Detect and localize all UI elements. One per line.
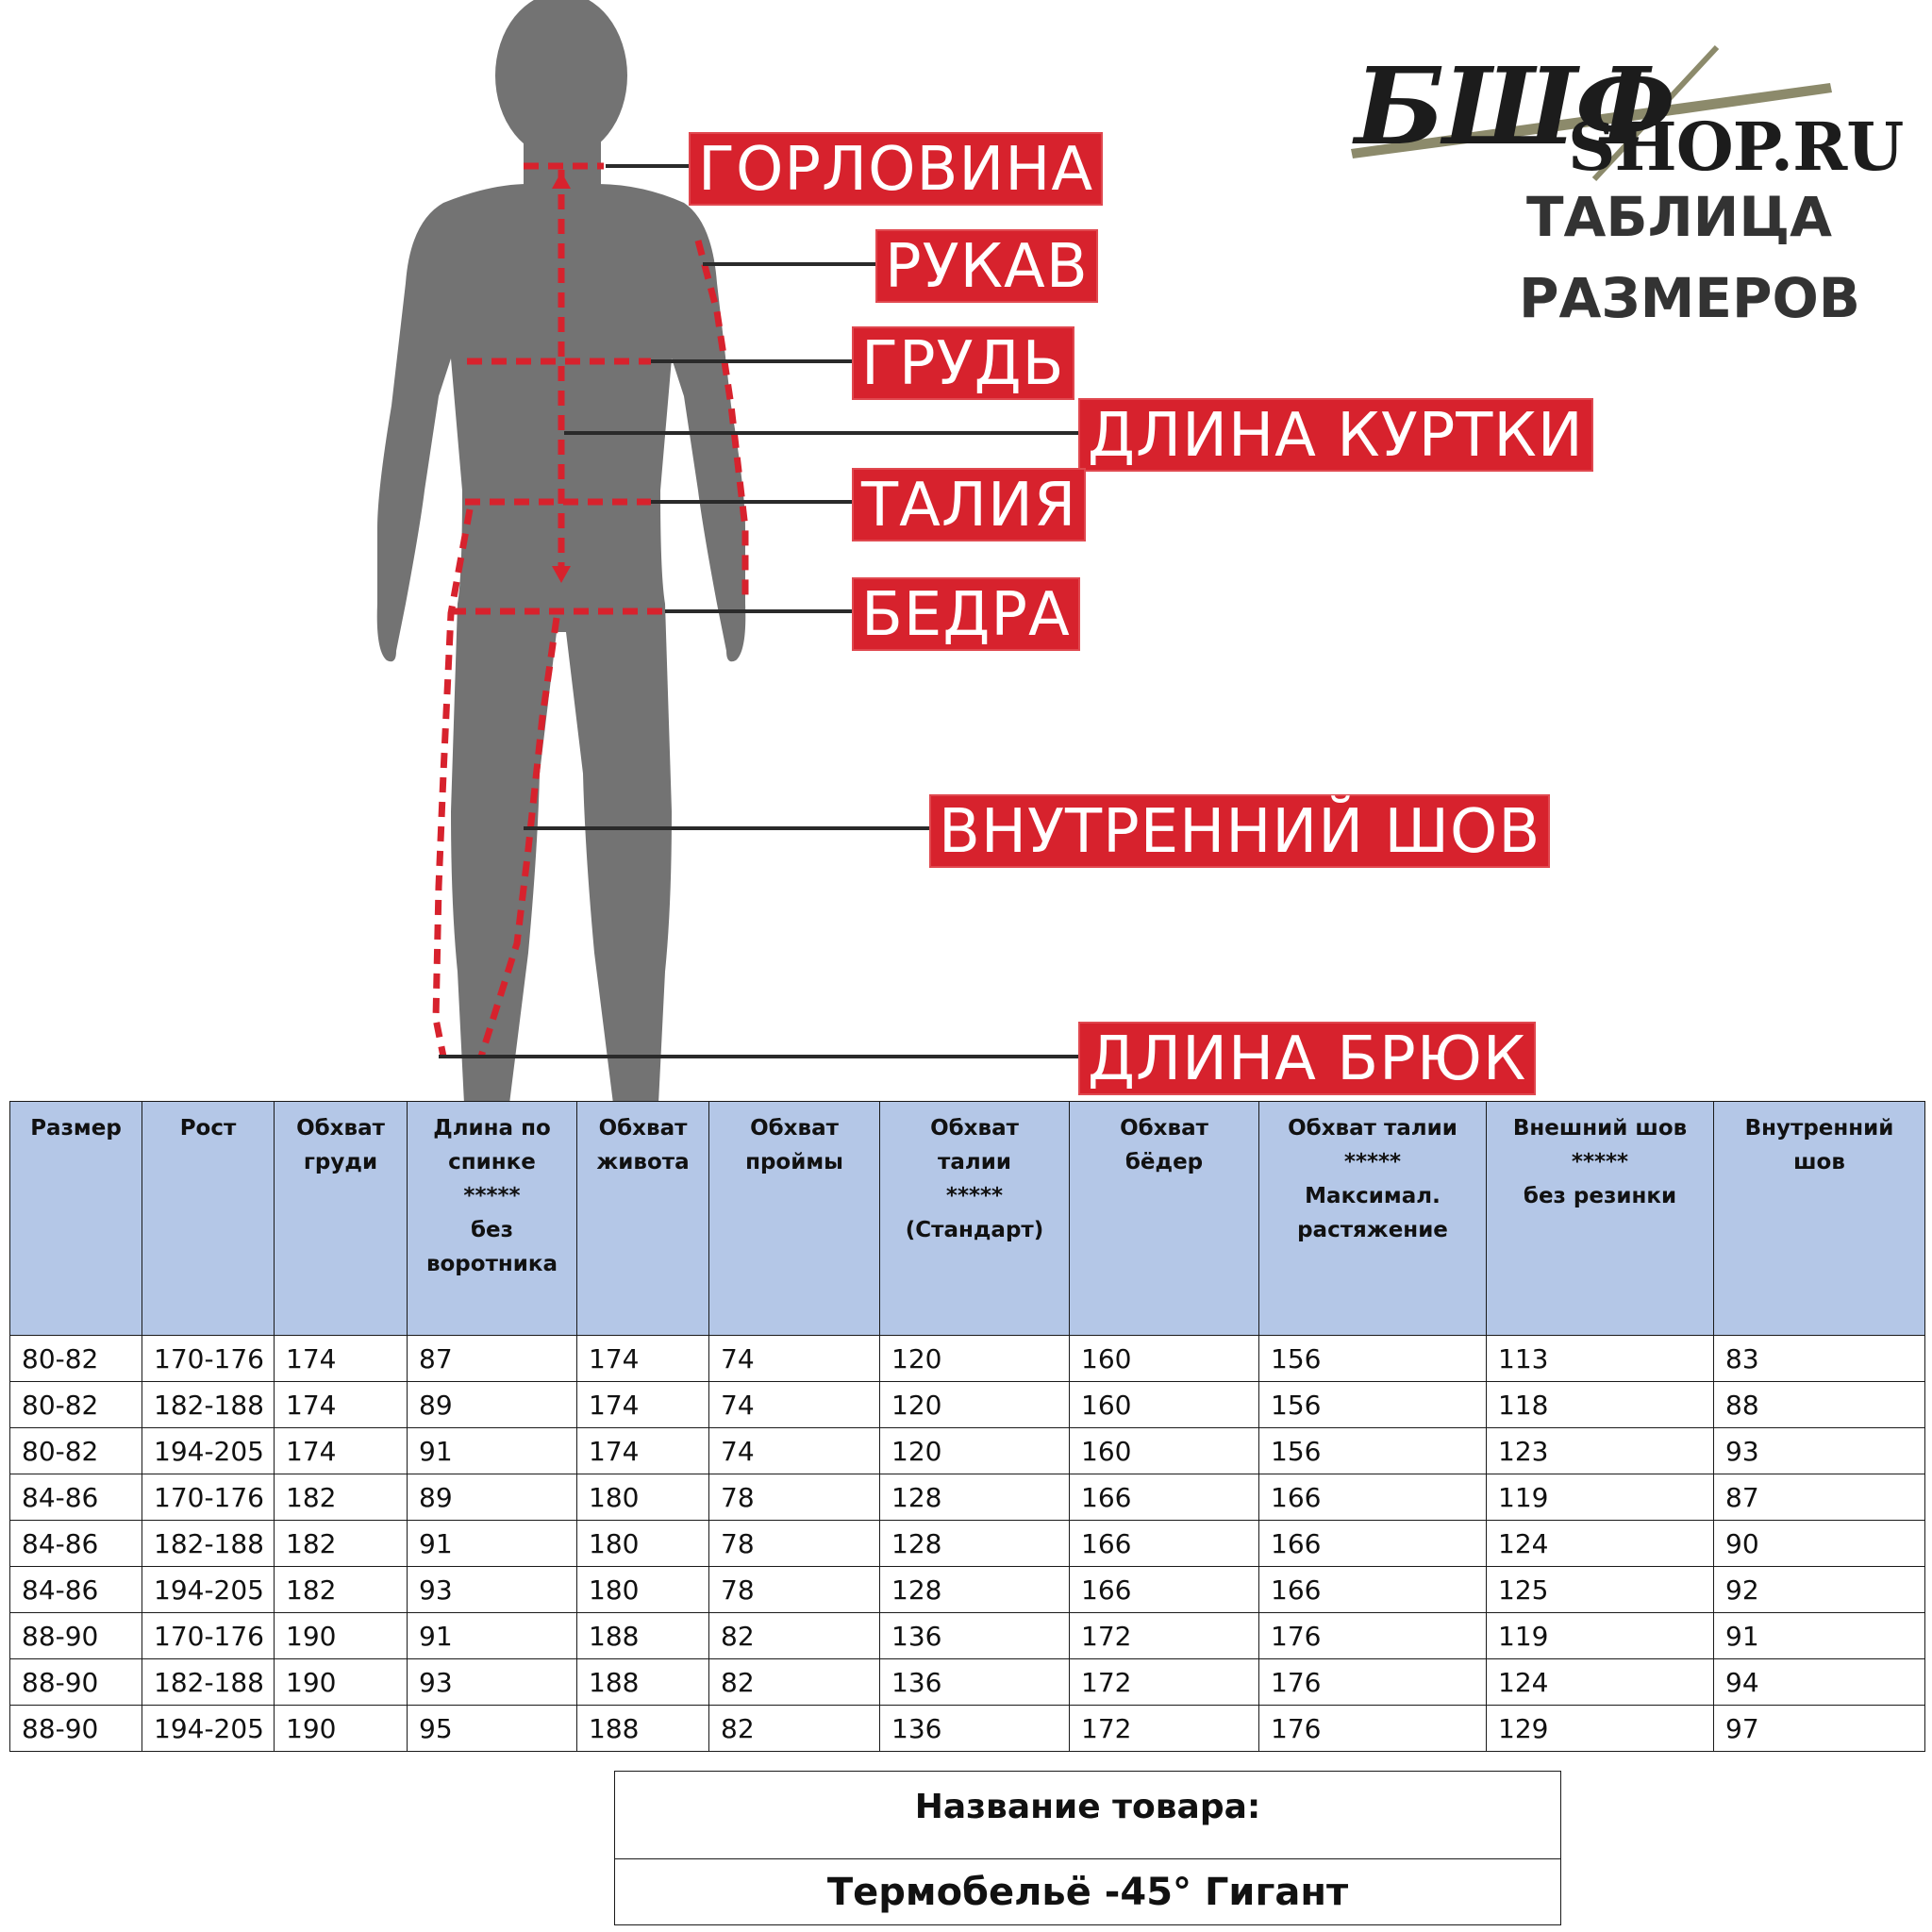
column-header-line: растяжение bbox=[1297, 1218, 1448, 1242]
column-header-line: без bbox=[470, 1218, 514, 1242]
table-cell: 160 bbox=[1070, 1382, 1259, 1428]
table-cell: 182 bbox=[275, 1474, 408, 1521]
table-cell: 128 bbox=[880, 1521, 1070, 1567]
column-header bbox=[10, 1102, 142, 1336]
table-cell: 87 bbox=[408, 1336, 577, 1382]
column-header bbox=[709, 1102, 880, 1336]
table-cell: 172 bbox=[1070, 1706, 1259, 1752]
label-trouser-length: ДЛИНА БРЮК bbox=[1078, 1022, 1536, 1095]
table-cell: 88-90 bbox=[10, 1659, 142, 1706]
table-cell: 82 bbox=[709, 1706, 880, 1752]
column-header bbox=[275, 1102, 408, 1336]
table-row bbox=[10, 1659, 1925, 1706]
table-cell: 89 bbox=[408, 1474, 577, 1521]
table-cell: 166 bbox=[1259, 1567, 1487, 1613]
table-cell: 88-90 bbox=[10, 1706, 142, 1752]
label-hips: БЕДРА bbox=[852, 577, 1080, 651]
table-cell: 97 bbox=[1714, 1706, 1925, 1752]
column-header bbox=[1714, 1102, 1925, 1336]
table-cell: 84-86 bbox=[10, 1474, 142, 1521]
table-cell: 123 bbox=[1487, 1428, 1714, 1474]
table-cell: 93 bbox=[408, 1567, 577, 1613]
column-header-line: Длина по bbox=[433, 1116, 551, 1141]
table-cell: 74 bbox=[709, 1428, 880, 1474]
table-cell: 170-176 bbox=[142, 1474, 275, 1521]
table-cell: 78 bbox=[709, 1521, 880, 1567]
table-cell: 84-86 bbox=[10, 1567, 142, 1613]
table-cell: 170-176 bbox=[142, 1336, 275, 1382]
column-header-line: без резинки bbox=[1523, 1184, 1677, 1208]
table-cell: 82 bbox=[709, 1613, 880, 1659]
table-cell: 194-205 bbox=[142, 1706, 275, 1752]
table-cell: 74 bbox=[709, 1336, 880, 1382]
column-header-line: проймы bbox=[745, 1150, 843, 1174]
table-cell: 124 bbox=[1487, 1659, 1714, 1706]
table-cell: 194-205 bbox=[142, 1428, 275, 1474]
table-cell: 91 bbox=[408, 1521, 577, 1567]
table-cell: 180 bbox=[577, 1521, 709, 1567]
column-header-line: спинке bbox=[448, 1150, 536, 1174]
column-header-line: бёдер bbox=[1124, 1150, 1204, 1174]
column-header-line: Обхват талии bbox=[1288, 1116, 1457, 1141]
column-header-line: воротника bbox=[425, 1252, 558, 1276]
table-cell: 156 bbox=[1259, 1382, 1487, 1428]
table-cell: 176 bbox=[1259, 1613, 1487, 1659]
table-cell: 80-82 bbox=[10, 1336, 142, 1382]
column-header bbox=[142, 1102, 275, 1336]
table-cell: 174 bbox=[275, 1382, 408, 1428]
table-cell: 172 bbox=[1070, 1659, 1259, 1706]
label-neck: ГОРЛОВИНА bbox=[689, 132, 1103, 206]
column-header bbox=[408, 1102, 577, 1336]
shop-logo bbox=[1349, 38, 1904, 198]
table-cell: 172 bbox=[1070, 1613, 1259, 1659]
table-row bbox=[10, 1567, 1925, 1613]
table-cell: 174 bbox=[275, 1428, 408, 1474]
table-cell: 113 bbox=[1487, 1336, 1714, 1382]
column-header-line: талии bbox=[938, 1150, 1011, 1174]
table-cell: 176 bbox=[1259, 1706, 1487, 1752]
table-row bbox=[10, 1521, 1925, 1567]
table-cell: 188 bbox=[577, 1613, 709, 1659]
table-cell: 182-188 bbox=[142, 1659, 275, 1706]
label-chest: ГРУДЬ bbox=[852, 326, 1074, 400]
table-cell: 84-86 bbox=[10, 1521, 142, 1567]
table-cell: 120 bbox=[880, 1382, 1070, 1428]
table-cell: 136 bbox=[880, 1706, 1070, 1752]
table-body bbox=[10, 1336, 1925, 1752]
table-cell: 156 bbox=[1259, 1428, 1487, 1474]
product-title: Название товара: bbox=[615, 1772, 1560, 1859]
column-header-line: Обхват bbox=[930, 1116, 1019, 1141]
column-header bbox=[1070, 1102, 1259, 1336]
column-header-line: (Стандарт) bbox=[905, 1218, 1044, 1242]
column-header-line: шов bbox=[1793, 1150, 1845, 1174]
logo-main-text: БШФ bbox=[1355, 45, 1674, 169]
table-cell: 160 bbox=[1070, 1428, 1259, 1474]
table-cell: 93 bbox=[1714, 1428, 1925, 1474]
table-cell: 182 bbox=[275, 1567, 408, 1613]
column-header-line: Обхват bbox=[1120, 1116, 1208, 1141]
table-cell: 74 bbox=[709, 1382, 880, 1428]
table-cell: 188 bbox=[577, 1659, 709, 1706]
logo-shop-text: SHOP.RU bbox=[1568, 108, 1904, 186]
column-header-line: Размер bbox=[30, 1116, 122, 1141]
table-cell: 91 bbox=[408, 1428, 577, 1474]
table-cell: 92 bbox=[1714, 1567, 1925, 1613]
column-header bbox=[1259, 1102, 1487, 1336]
table-cell: 190 bbox=[275, 1613, 408, 1659]
table-cell: 119 bbox=[1487, 1613, 1714, 1659]
column-header-line: Обхват bbox=[598, 1116, 688, 1141]
column-header bbox=[1487, 1102, 1714, 1336]
column-header-line: Внутренний bbox=[1744, 1116, 1894, 1141]
table-cell: 120 bbox=[880, 1428, 1070, 1474]
table-cell: 80-82 bbox=[10, 1382, 142, 1428]
column-header-line: ***** bbox=[945, 1184, 1004, 1208]
table-cell: 156 bbox=[1259, 1336, 1487, 1382]
table-row bbox=[10, 1336, 1925, 1382]
table-cell: 125 bbox=[1487, 1567, 1714, 1613]
table-cell: 182-188 bbox=[142, 1382, 275, 1428]
product-box bbox=[614, 1771, 1561, 1925]
table-cell: 180 bbox=[577, 1474, 709, 1521]
column-header-line: Обхват bbox=[296, 1116, 385, 1141]
table-cell: 170-176 bbox=[142, 1613, 275, 1659]
table-cell: 176 bbox=[1259, 1659, 1487, 1706]
table-cell: 136 bbox=[880, 1613, 1070, 1659]
column-header-line: ***** bbox=[1343, 1150, 1402, 1174]
column-header-line: Обхват bbox=[750, 1116, 839, 1141]
subtitle-line2: РАЗМЕРОВ bbox=[1519, 266, 1860, 330]
column-header-line: Внешний шов bbox=[1512, 1116, 1688, 1141]
table-cell: 128 bbox=[880, 1474, 1070, 1521]
table-cell: 194-205 bbox=[142, 1567, 275, 1613]
table-cell: 166 bbox=[1070, 1474, 1259, 1521]
table-cell: 91 bbox=[408, 1613, 577, 1659]
table-cell: 94 bbox=[1714, 1659, 1925, 1706]
label-jacket-length: ДЛИНА КУРТКИ bbox=[1078, 398, 1593, 472]
table-cell: 174 bbox=[275, 1336, 408, 1382]
table-cell: 166 bbox=[1259, 1521, 1487, 1567]
label-inseam: ВНУТРЕННИЙ ШОВ bbox=[929, 794, 1550, 868]
label-sleeve: РУКАВ bbox=[875, 229, 1098, 303]
table-cell: 78 bbox=[709, 1474, 880, 1521]
table-row bbox=[10, 1428, 1925, 1474]
table-row bbox=[10, 1382, 1925, 1428]
column-header-line: ***** bbox=[1571, 1150, 1629, 1174]
table-cell: 166 bbox=[1070, 1567, 1259, 1613]
table-cell: 78 bbox=[709, 1567, 880, 1613]
table-cell: 166 bbox=[1259, 1474, 1487, 1521]
table-cell: 188 bbox=[577, 1706, 709, 1752]
column-header-line: Максимал. bbox=[1305, 1184, 1441, 1208]
table-cell: 89 bbox=[408, 1382, 577, 1428]
column-header-line: Рост bbox=[179, 1116, 237, 1141]
table-row bbox=[10, 1613, 1925, 1659]
column-header-line: груди bbox=[303, 1150, 378, 1174]
table-cell: 180 bbox=[577, 1567, 709, 1613]
table-cell: 119 bbox=[1487, 1474, 1714, 1521]
column-header bbox=[577, 1102, 709, 1336]
table-cell: 82 bbox=[709, 1659, 880, 1706]
table-cell: 88 bbox=[1714, 1382, 1925, 1428]
table-cell: 83 bbox=[1714, 1336, 1925, 1382]
label-waist: ТАЛИЯ bbox=[852, 468, 1086, 541]
table-cell: 174 bbox=[577, 1428, 709, 1474]
table-cell: 80-82 bbox=[10, 1428, 142, 1474]
subtitle-line1: ТАБЛИЦА bbox=[1525, 185, 1833, 249]
table-cell: 129 bbox=[1487, 1706, 1714, 1752]
column-header-line: ***** bbox=[463, 1184, 521, 1208]
column-header-line: живота bbox=[596, 1150, 690, 1174]
table-cell: 136 bbox=[880, 1659, 1070, 1706]
table-cell: 90 bbox=[1714, 1521, 1925, 1567]
table-cell: 174 bbox=[577, 1336, 709, 1382]
table-cell: 182 bbox=[275, 1521, 408, 1567]
table-cell: 166 bbox=[1070, 1521, 1259, 1567]
table-cell: 93 bbox=[408, 1659, 577, 1706]
product-name: Термобельё -45° Гигант bbox=[826, 1870, 1349, 1914]
table-cell: 190 bbox=[275, 1659, 408, 1706]
table-cell: 120 bbox=[880, 1336, 1070, 1382]
table-cell: 160 bbox=[1070, 1336, 1259, 1382]
table-cell: 91 bbox=[1714, 1613, 1925, 1659]
table-cell: 88-90 bbox=[10, 1613, 142, 1659]
table-row bbox=[10, 1474, 1925, 1521]
size-table bbox=[9, 1101, 1925, 1752]
table-cell: 182-188 bbox=[142, 1521, 275, 1567]
table-header-row bbox=[10, 1102, 1925, 1336]
table-row bbox=[10, 1706, 1925, 1752]
table-cell: 95 bbox=[408, 1706, 577, 1752]
column-header bbox=[880, 1102, 1070, 1336]
table-cell: 174 bbox=[577, 1382, 709, 1428]
table-cell: 128 bbox=[880, 1567, 1070, 1613]
table-cell: 118 bbox=[1487, 1382, 1714, 1428]
table-cell: 124 bbox=[1487, 1521, 1714, 1567]
table-cell: 190 bbox=[275, 1706, 408, 1752]
table-cell: 87 bbox=[1714, 1474, 1925, 1521]
